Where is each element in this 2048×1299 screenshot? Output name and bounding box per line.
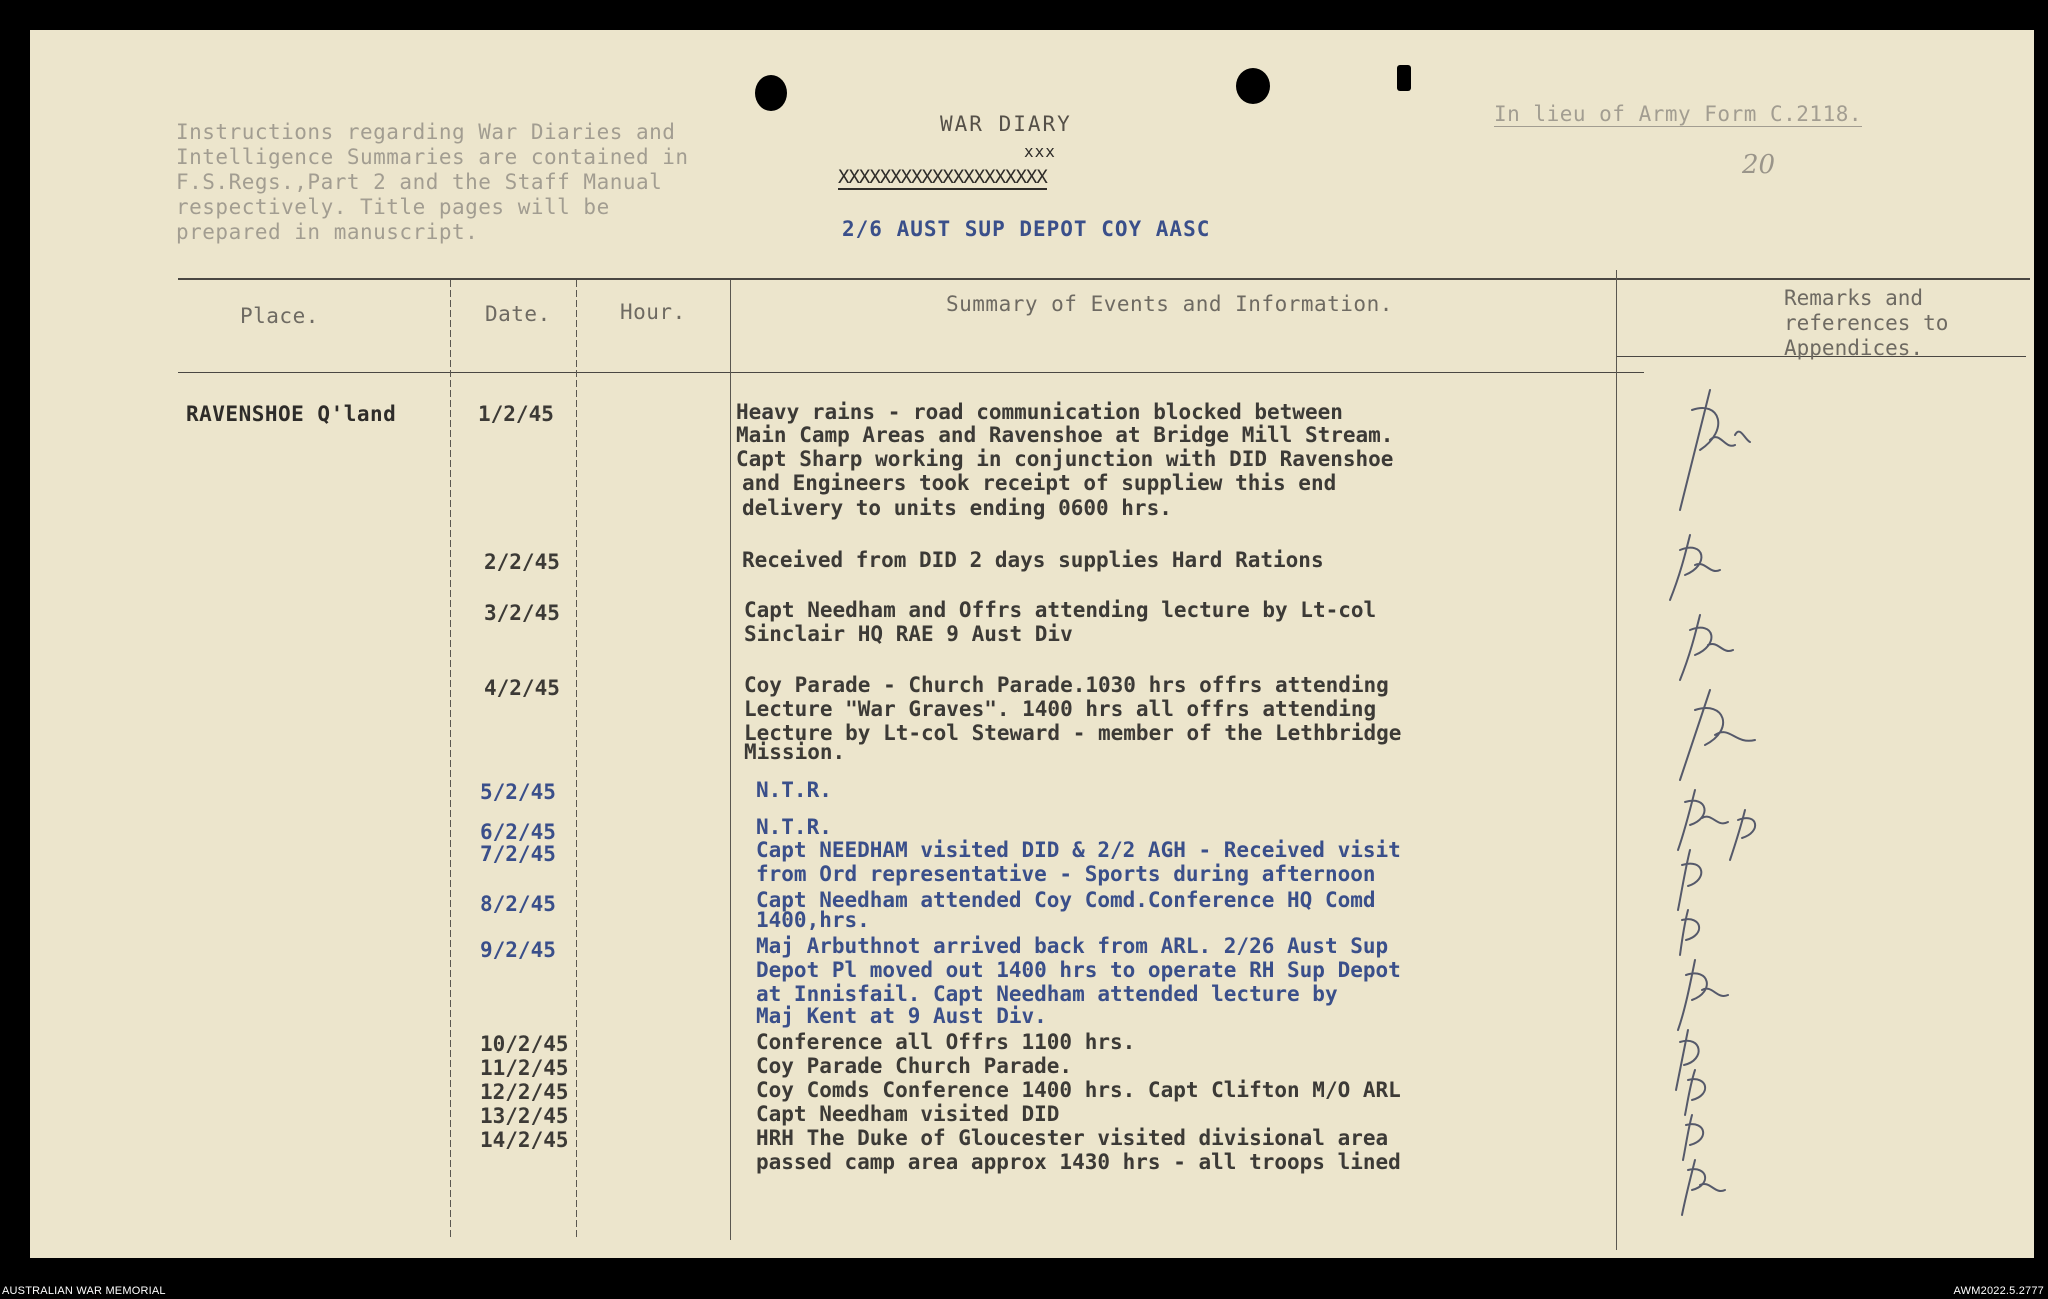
punch-hole-left bbox=[755, 75, 787, 111]
date-cell: 4/2/45 bbox=[484, 676, 560, 700]
summary-line: Heavy rains - road communication blocked between bbox=[736, 400, 1343, 424]
summary-line: Depot Pl moved out 1400 hrs to operate RH Sup Depot bbox=[756, 958, 1401, 982]
column-header-remarks bbox=[1784, 286, 1948, 361]
header-bottom-rule bbox=[178, 372, 1644, 373]
initials-signature bbox=[1680, 910, 1699, 955]
date-cell: 13/2/45 bbox=[480, 1104, 569, 1128]
summary-line: delivery to units ending 0600 hrs. bbox=[742, 496, 1172, 520]
date-cell: 11/2/45 bbox=[480, 1056, 569, 1080]
summary-line: Lecture by Lt-col Steward - member of the Lethbridge bbox=[744, 721, 1402, 745]
column-divider bbox=[730, 280, 731, 1240]
date-cell: 6/2/45 bbox=[480, 820, 556, 844]
date-cell: 14/2/45 bbox=[480, 1128, 569, 1152]
table-top-rule bbox=[178, 278, 2030, 280]
summary-line: passed camp area approx 1430 hrs - all troops lined bbox=[756, 1150, 1401, 1174]
summary-line: Main Camp Areas and Ravenshoe at Bridge Mill Stream. bbox=[736, 423, 1394, 447]
summary-line: 1400,hrs. bbox=[756, 908, 870, 932]
column-divider bbox=[1616, 270, 1617, 1250]
summary-line: N.T.R. bbox=[756, 815, 832, 839]
instructions-note bbox=[176, 120, 816, 245]
summary-line: HRH The Duke of Gloucester visited divisional area bbox=[756, 1126, 1389, 1150]
punch-hole-right bbox=[1397, 65, 1411, 91]
column-divider bbox=[576, 280, 577, 1240]
struck-out-text: XXXXXXXXXXXXXXXXXXXX bbox=[838, 166, 1047, 188]
date-cell: 2/2/45 bbox=[484, 550, 560, 574]
initials-signature bbox=[1676, 1030, 1699, 1090]
date-cell: 1/2/45 bbox=[478, 402, 554, 426]
instructions-line: Intelligence Summaries are contained in bbox=[176, 145, 689, 169]
unit-name: 2/6 AUST SUP DEPOT COY AASC bbox=[842, 217, 1211, 241]
footer-institution: AUSTRALIAN WAR MEMORIAL bbox=[2, 1285, 166, 1297]
column-header-place: Place. bbox=[240, 304, 319, 328]
summary-line: Coy Comds Conference 1400 hrs. Capt Clifton M/O ARL bbox=[756, 1078, 1401, 1102]
initials-signature bbox=[1680, 615, 1733, 680]
initials-signature bbox=[1670, 535, 1720, 600]
column-divider bbox=[450, 280, 451, 1240]
summary-line: Capt Needham visited DID bbox=[756, 1102, 1060, 1126]
summary-line: Lecture "War Graves". 1400 hrs all offrs attending bbox=[744, 697, 1377, 721]
summary-line: Mission. bbox=[744, 740, 846, 764]
initials-signature-column bbox=[1650, 370, 1850, 1258]
summary-line: Capt Sharp working in conjunction with DID Ravenshoe bbox=[736, 447, 1394, 471]
date-cell: 3/2/45 bbox=[484, 601, 560, 625]
summary-line: Capt Needham attended Coy Comd.Conference HQ Comd bbox=[756, 888, 1376, 912]
instructions-line: prepared in manuscript. bbox=[176, 220, 479, 244]
initials-signature bbox=[1678, 790, 1728, 850]
punch-hole-center bbox=[1236, 68, 1270, 104]
remarks-header-line: references to bbox=[1784, 311, 1949, 335]
initials-signature bbox=[1680, 690, 1755, 780]
date-cell: 8/2/45 bbox=[480, 892, 556, 916]
date-cell: 5/2/45 bbox=[480, 780, 556, 804]
instructions-line: Instructions regarding War Diaries and bbox=[176, 120, 676, 144]
summary-line: Received from DID 2 days supplies Hard Rations bbox=[742, 548, 1324, 572]
initials-signature bbox=[1730, 810, 1755, 860]
summary-line: and Engineers took receipt of suppliew this end bbox=[742, 471, 1337, 495]
initials-signature bbox=[1685, 1070, 1705, 1115]
initials-signature bbox=[1678, 850, 1701, 910]
remarks-header-line: Remarks and bbox=[1784, 286, 1924, 310]
diary-page bbox=[30, 30, 2034, 1258]
date-cell: 7/2/45 bbox=[480, 842, 556, 866]
initials-signature bbox=[1683, 1115, 1703, 1160]
summary-line: at Innisfail. Capt Needham attended lecture by bbox=[756, 982, 1338, 1006]
subtitle-mark: xxx bbox=[1024, 142, 1056, 161]
summary-line: N.T.R. bbox=[756, 778, 832, 802]
instructions-line: respectively. Title pages will be bbox=[176, 195, 610, 219]
column-header-date: Date. bbox=[485, 302, 551, 326]
form-reference: In lieu of Army Form C.2118. bbox=[1494, 102, 1863, 126]
date-cell: 9/2/45 bbox=[480, 938, 556, 962]
summary-line: Conference all Offrs 1100 hrs. bbox=[756, 1030, 1136, 1054]
date-cell: 12/2/45 bbox=[480, 1080, 569, 1104]
place-cell: RAVENSHOE Q'land bbox=[186, 402, 397, 426]
remarks-header-line: Appendices. bbox=[1784, 336, 1924, 360]
footer-accession-number: AWM2022.5.2777 bbox=[1953, 1285, 2044, 1297]
summary-line: Capt Needham and Offrs attending lecture by Lt-col bbox=[744, 598, 1377, 622]
initials-signature bbox=[1680, 390, 1750, 510]
initials-signature bbox=[1678, 960, 1728, 1030]
initials-signature bbox=[1682, 1160, 1725, 1215]
page-number: 20 bbox=[1742, 150, 1776, 180]
summary-line: from Ord representative - Sports during afternoon bbox=[756, 862, 1376, 886]
summary-line: Sinclair HQ RAE 9 Aust Div bbox=[744, 622, 1073, 646]
document-title: WAR DIARY bbox=[940, 112, 1072, 136]
instructions-line: F.S.Regs.,Part 2 and the Staff Manual bbox=[176, 170, 663, 194]
summary-line: Capt NEEDHAM visited DID & 2/2 AGH - Received visit bbox=[756, 838, 1401, 862]
summary-line: Coy Parade Church Parade. bbox=[756, 1054, 1073, 1078]
summary-line: Maj Arbuthnot arrived back from ARL. 2/26 Aust Sup bbox=[756, 934, 1389, 958]
column-header-summary: Summary of Events and Information. bbox=[946, 292, 1393, 316]
summary-line: Coy Parade - Church Parade.1030 hrs offrs attending bbox=[744, 673, 1389, 697]
date-cell: 10/2/45 bbox=[480, 1032, 569, 1056]
summary-line: Maj Kent at 9 Aust Div. bbox=[756, 1004, 1047, 1028]
column-header-hour: Hour. bbox=[620, 300, 686, 324]
